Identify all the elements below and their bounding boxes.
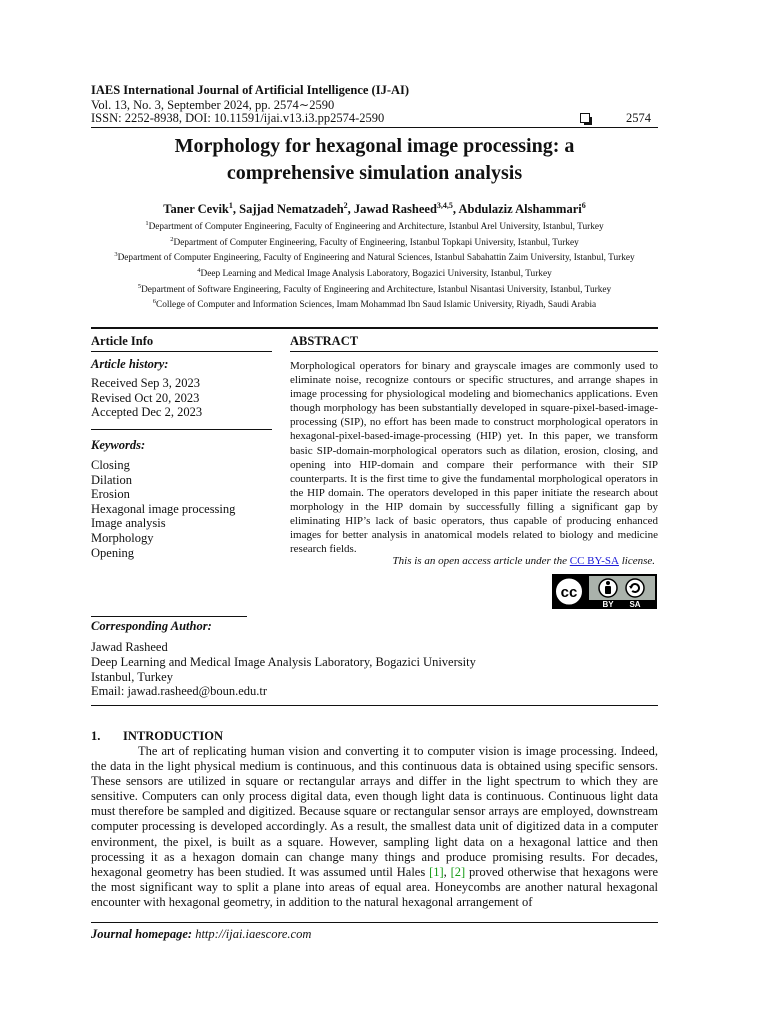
section-rule bbox=[91, 705, 658, 706]
corresponding-rule bbox=[91, 616, 247, 617]
affiliation: $^3$Department of Computer Engineering, Faculty of Engineering and Natural Sciences, Istanbul Sabahattin Zaim University, Istanbul, Turkey bbox=[114, 251, 635, 264]
journal-name: IAES International Journal of Artificial Intelligence (IJ-AI) bbox=[91, 83, 410, 97]
author-affil-sup: 6 bbox=[581, 201, 586, 210]
section-heading bbox=[91, 729, 223, 744]
journal-volume: Vol. 13, No. 3, September 2024, pp. 2574∼2590 bbox=[91, 98, 335, 112]
cc-by-sa-link[interactable]: CC BY-SA bbox=[569, 555, 619, 567]
footer-rule bbox=[91, 922, 658, 923]
paper-title-line-2: comprehensive simulation analysis bbox=[226, 162, 523, 184]
citation-link[interactable]: [2] bbox=[450, 864, 466, 879]
history-accepted: Accepted Dec 2, 2023 bbox=[91, 405, 203, 420]
square-box-icon bbox=[580, 113, 590, 123]
affiliation: $^2$Department of Computer Engineering, Faculty of Engineering, Istanbul Topkapi University, Istanbul, Turkey bbox=[170, 235, 579, 248]
author-separator: , bbox=[232, 202, 240, 217]
header-rule bbox=[91, 127, 658, 128]
paper-title bbox=[91, 133, 658, 187]
author-name: Taner Cevik bbox=[163, 202, 229, 217]
affiliation-list bbox=[91, 218, 658, 312]
paper-title-line-1: Morphology for hexagonal image processing: a bbox=[174, 135, 575, 157]
keyword: Hexagonal image processing bbox=[91, 501, 236, 516]
page-number: 2574 bbox=[626, 111, 651, 125]
author-affil-sup: 1 bbox=[228, 201, 233, 210]
keywords-heading: Keywords: bbox=[91, 438, 146, 452]
affiliation: $^5$Department of Software Engineering, Faculty of Engineering and Architecture, Istanbul Nisantasi University, Istanbul, Turkey bbox=[137, 282, 612, 295]
article-history-heading: Article history: bbox=[91, 357, 169, 371]
cc-by-sa-badge[interactable] bbox=[552, 574, 657, 609]
author-list bbox=[91, 201, 658, 217]
journal-issn-doi: ISSN: 2252-8938, DOI: 10.11591/ijai.v13.i3.pp2574-2590 bbox=[91, 111, 385, 125]
keyword: Morphology bbox=[91, 530, 154, 545]
keyword: Closing bbox=[91, 458, 130, 472]
article-info-heading: Article Info bbox=[91, 334, 154, 348]
keyword-list bbox=[91, 458, 235, 560]
keyword: Erosion bbox=[91, 487, 130, 502]
homepage-url[interactable]: http://ijai.iaescore.com bbox=[195, 927, 312, 941]
keyword: Image analysis bbox=[91, 516, 166, 531]
author-affil-sup: 3,4,5 bbox=[436, 201, 453, 210]
author-affil-sup: 2 bbox=[343, 201, 348, 210]
cc-text: cc bbox=[560, 584, 578, 601]
author-separator: , bbox=[452, 202, 459, 217]
keyword: Opening bbox=[91, 545, 135, 560]
affiliation: $^4$Deep Learning and Medical Image Analysis Laboratory, Bogazici University, Istanbul, Turkey bbox=[197, 267, 552, 280]
corresponding-name: Jawad Rasheed bbox=[91, 640, 168, 654]
corresponding-lab: Deep Learning and Medical Image Analysis Laboratory, Bogazici University bbox=[91, 654, 476, 669]
author-separator: , bbox=[347, 202, 354, 217]
keyword: Dilation bbox=[91, 472, 132, 487]
citation-link[interactable]: [1] bbox=[429, 864, 444, 879]
author-name: Sajjad Nematzadeh bbox=[239, 202, 344, 217]
affiliation: $^1$Department of Computer Engineering, Faculty of Engineering and Architecture, Istanbul Arel University, Istanbul, Turkey bbox=[145, 220, 604, 233]
corresponding-email: Email: jawad.rasheed@boun.edu.tr bbox=[91, 684, 268, 699]
history-rule bbox=[91, 429, 272, 430]
share-alike-icon bbox=[626, 579, 644, 597]
corresponding-author-heading: Corresponding Author: bbox=[91, 619, 212, 633]
article-history bbox=[91, 376, 202, 420]
article-info-rule bbox=[91, 351, 272, 352]
author-name: Jawad Rasheed bbox=[353, 202, 437, 217]
abstract-heading: ABSTRACT bbox=[290, 334, 359, 348]
history-revised: Revised Oct 20, 2023 bbox=[91, 390, 200, 405]
person-icon bbox=[599, 579, 617, 597]
introduction-body: The art of replicating human vision and converting it to computer vision is image processing. Indeed, the data in the light physical medium is continuous, and this continuous data is obtained using specific sensors. These sensors are utilized in square or rectangular arrays and differ in the light spectrum to which they are sensitive. Computers can only process digital data, even though light data is continuous. Continuous light data must therefore be sampled and digitized. Because square or rectangular sensor arrays are employed, downstream computer processing is developed accordingly. As a result, the smallest data unit of digitized data in a computer environment, the pixel, is built as a square. However, sampling light data on a hexagonal lattice and then processing it as a hexagon domain can change many things and produce promising results. For decades, hexagonal geometry has been studied. It was assumed until Hales [1], [2] proved otherwise that hexagons were the most significant way to split a plane into areas of equal area. Honeycombs are another natural hexagonal encounter with hexagonal geometry, in addition to the natural hexagonal arrangement of bbox=[91, 744, 658, 909]
article-info-top-rule bbox=[91, 327, 658, 329]
journal-homepage: Journal homepage: http://ijai.iaescore.com bbox=[91, 927, 312, 941]
license-note: This is an open access article under the CC BY-SA license. bbox=[392, 555, 655, 567]
affiliation: $^6$College of Computer and Information Sciences, Imam Mohammad Ibn Saud Islamic University, Riyadh, Saudi Arabia bbox=[152, 298, 597, 311]
corresponding-city: Istanbul, Turkey bbox=[91, 669, 173, 684]
section-title: INTRODUCTION bbox=[123, 729, 224, 743]
section-number: 1. bbox=[91, 729, 101, 743]
sa-text: SA bbox=[629, 600, 641, 609]
corresponding-author bbox=[91, 640, 476, 699]
abstract-text: Morphological operators for binary and grayscale images are commonly used to eliminate noise, recognize contours or specific structures, and arrange shapes in image processing for physiological modeling and biomechanics applications. Even though morphology has been substantially developed in square-pixel-based-image-processing (SIP), no effort has been made to construct morphological operators in hexagonal-pixel-based-image-processing (HIP) yet. In this paper, we transform basic SIP-domain-morphological operators such as dilation, erosion, closing, and opening into HIP-domain and compare their performance with their SIP counterparts. It is the first time to give the fundamental morphological operators in the HIP domain. The operators developed in this paper initiate the research about morphology in the HIP domain by successfully filling a significant gap by eliminating HIP’s lack of basic operators, thus capable of producing enhanced images for better analysis in anatomical models related to biology and medicine research fields. bbox=[290, 360, 658, 556]
history-received: Received Sep 3, 2023 bbox=[91, 376, 201, 390]
abstract-rule bbox=[290, 351, 658, 352]
by-text: BY bbox=[602, 600, 614, 609]
author-name: Abdulaziz Alshammari bbox=[458, 202, 582, 217]
